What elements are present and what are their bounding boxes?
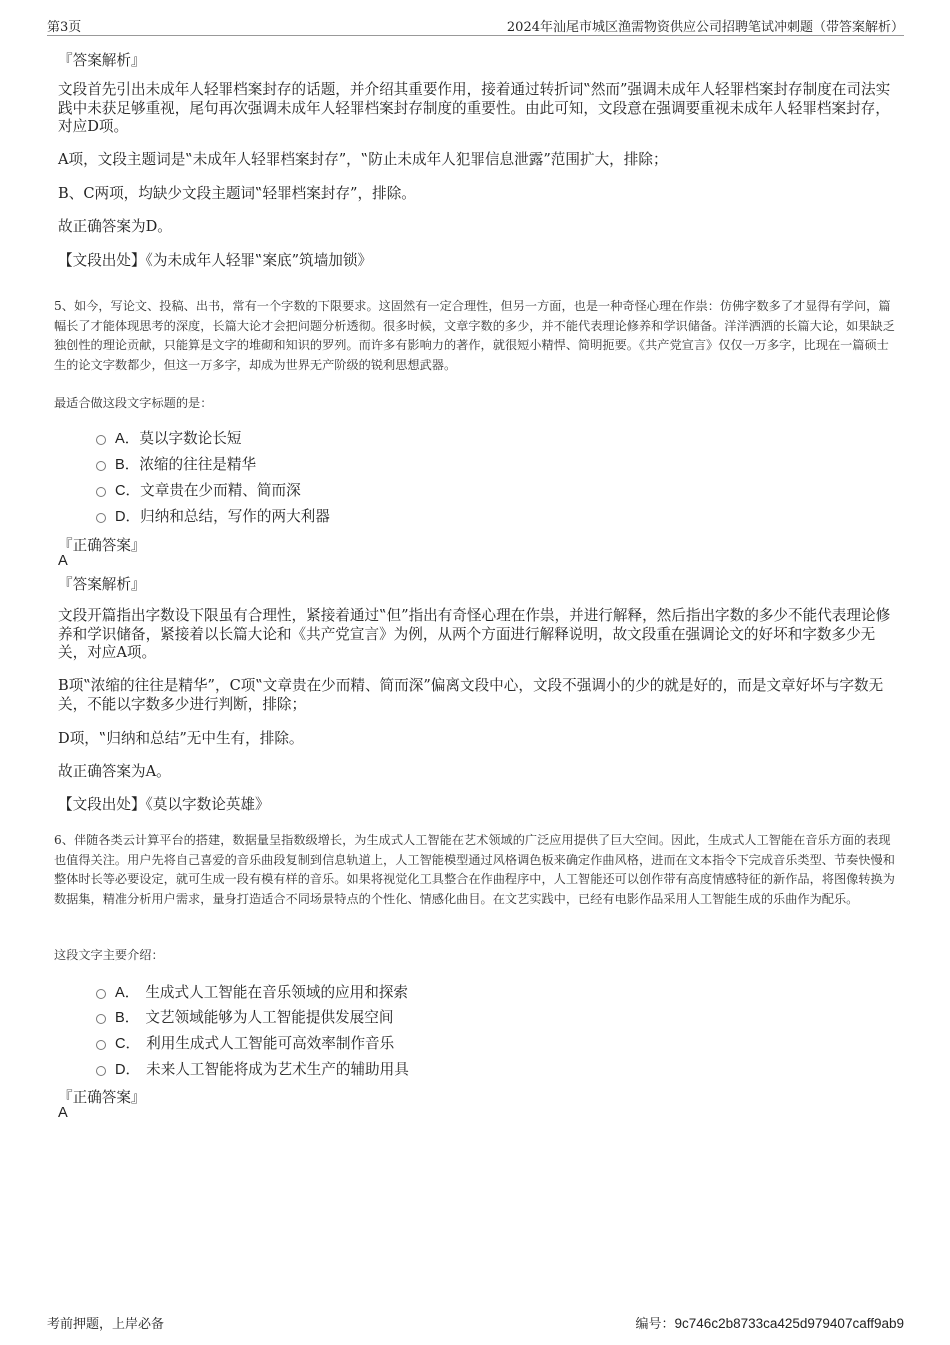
option-letter: C． [115, 1036, 141, 1052]
code-value: 9c746c2b8733ca425d979407caff9ab9 [674, 1316, 904, 1331]
question-prompt: 最适合做这段文字标题的是： [54, 396, 213, 410]
option-a[interactable] [96, 981, 408, 1001]
radio-icon[interactable] [96, 513, 106, 523]
analysis-paragraph: A项，文段主题词是‟未成年人轻罪档案封存”，‟防止未成年人犯罪信息泄露”范围扩大，排除； [58, 151, 668, 168]
analysis-paragraph: 文段开篇指出字数设下限虽有合理性，紧接着通过‟但”指出有奇怪心理在作祟，并进行解释，然后指出字数的多少不能代表理论修养和学识储备，紧接着以长篇大论和《共产党宣言》为例，从两个方面进行解释说明，故文段重在强调论文的好坏和字数多少无关，对应A项。 [58, 607, 891, 661]
option-letter: D． [115, 509, 141, 525]
source-citation: 【文段出处】《莫以字数论英雄》 [58, 796, 270, 813]
option-letter: B． [115, 1010, 140, 1026]
option-letter: B． [115, 457, 140, 473]
analysis-paragraph: 故正确答案为D。 [58, 218, 172, 235]
radio-icon[interactable] [96, 461, 106, 471]
analysis-paragraph: 文段首先引出未成年人轻罪档案封存的话题，并介绍其重要作用，接着通过转折词‟然而”强调未成年人轻罪档案封存制度在司法实践中未获足够重视，尾句再次强调未成年人轻罪档案封存制度的重要性。由此可知，文段意在强调要重视未成年人轻罪档案封存，对应D项。 [58, 81, 891, 135]
radio-icon[interactable] [96, 487, 106, 497]
question-text: 5、如今，写论文、投稿、出书，常有一个字数的下限要求。这固然有一定合理性，但另一方面，也是一种奇怪心理在作祟：仿佛字数多了才显得有学问，篇幅长了才能体现思考的深度，长篇大论才会把问题分析透彻。很多时候，文章字数的多少，并不能代表理论修养和学识储备。洋洋洒洒的长篇大论，如果缺乏独创性的理论贡献，只能算是文字的堆砌和知识的罗列。而许多有影响力的著作，就很短小精悍、简明扼要。《共产党宣言》仅仅一万多字，比现在一篇硕士生的论文字数都少，但这一万多字，却成为世界无产阶级的锐利思想武器。 [54, 299, 895, 372]
option-text: 利用生成式人工智能可高效率制作音乐 [146, 1035, 395, 1052]
option-d[interactable] [96, 505, 330, 525]
option-a[interactable] [96, 427, 242, 447]
option-text: 生成式人工智能在音乐领域的应用和探索 [145, 984, 409, 1001]
analysis-paragraph: 故正确答案为A。 [58, 763, 171, 780]
analysis-paragraph: D项，‟归纳和总结”无中生有，排除。 [58, 730, 304, 747]
option-c[interactable] [96, 1032, 394, 1052]
option-letter: A． [115, 985, 140, 1001]
analysis-paragraph: B项‟浓缩的往往是精华”，C项‟文章贵在少而精、简而深”偏离文段中心，文段不强调小的少的就是好的，而是文章好坏与字数无关，不能以字数多少进行判断，排除； [58, 677, 884, 713]
source-citation: 【文段出处】《为未成年人轻罪‟案底”筑墙加锁》 [58, 252, 373, 269]
radio-icon[interactable] [96, 989, 106, 999]
correct-answer: A [58, 553, 68, 569]
option-text: 文艺领域能够为人工智能提供发展空间 [145, 1009, 394, 1026]
document-title: 2024年汕尾市城区渔需物资供应公司招聘笔试冲刺题（带答案解析） [506, 20, 904, 35]
option-b[interactable] [96, 1006, 393, 1026]
analysis-tag: 『答案解析』 [58, 52, 146, 69]
option-letter: D． [115, 1062, 141, 1078]
radio-icon[interactable] [96, 1014, 106, 1024]
code-label: 编号： [635, 1317, 675, 1332]
option-d[interactable] [96, 1058, 409, 1078]
radio-icon[interactable] [96, 435, 106, 445]
page-header [47, 15, 904, 36]
page-number: 第3页 [47, 20, 82, 35]
option-text: 浓缩的往往是精华 [139, 456, 257, 473]
option-text: 莫以字数论长短 [139, 430, 242, 447]
option-c[interactable] [96, 479, 301, 499]
footer-slogan: 考前押题，上岸必备 [47, 1317, 165, 1332]
option-text: 文章贵在少而精、简而深 [140, 482, 301, 499]
page-footer [47, 1313, 904, 1333]
analysis-paragraph: B、C两项，均缺少文段主题词‟轻罪档案封存”，排除。 [58, 185, 416, 202]
option-text: 归纳和总结，写作的两大利器 [140, 508, 330, 525]
radio-icon[interactable] [96, 1040, 106, 1050]
question-prompt: 这段文字主要介绍： [54, 948, 164, 962]
correct-answer-tag: 『正确答案』 [58, 1089, 146, 1106]
option-letter: C． [115, 483, 141, 499]
radio-icon[interactable] [96, 1066, 106, 1076]
question-text: 6、伴随各类云计算平台的搭建，数据量呈指数级增长，为生成式人工智能在艺术领域的广泛应用提供了巨大空间。因此，生成式人工智能在音乐方面的表现也值得关注。用户先将自己喜爱的音乐曲段复制到信息轨道上，人工智能模型通过风格调色板来确定作曲风格，进而在文本指令下完成音乐类型、节奏快慢和整体时长等必要设定，就可生成一段有模有样的音乐。如果将视觉化工具整合在作曲程序中，人工智能还可以创作带有高度情感特征的新作品，将图像转换为数据集，精准分析用户需求，量身打造适合不同场景特点的个性化、情感化曲目。在文艺实践中，已经有电影作品采用人工智能生成的乐曲作为配乐。 [54, 833, 895, 906]
option-text: 未来人工智能将成为艺术生产的辅助用具 [146, 1061, 409, 1078]
analysis-tag: 『答案解析』 [58, 576, 146, 593]
correct-answer-tag: 『正确答案』 [58, 537, 146, 554]
document-code [636, 1313, 904, 1332]
option-b[interactable] [96, 453, 256, 473]
option-letter: A． [115, 431, 140, 447]
correct-answer: A [58, 1105, 68, 1121]
